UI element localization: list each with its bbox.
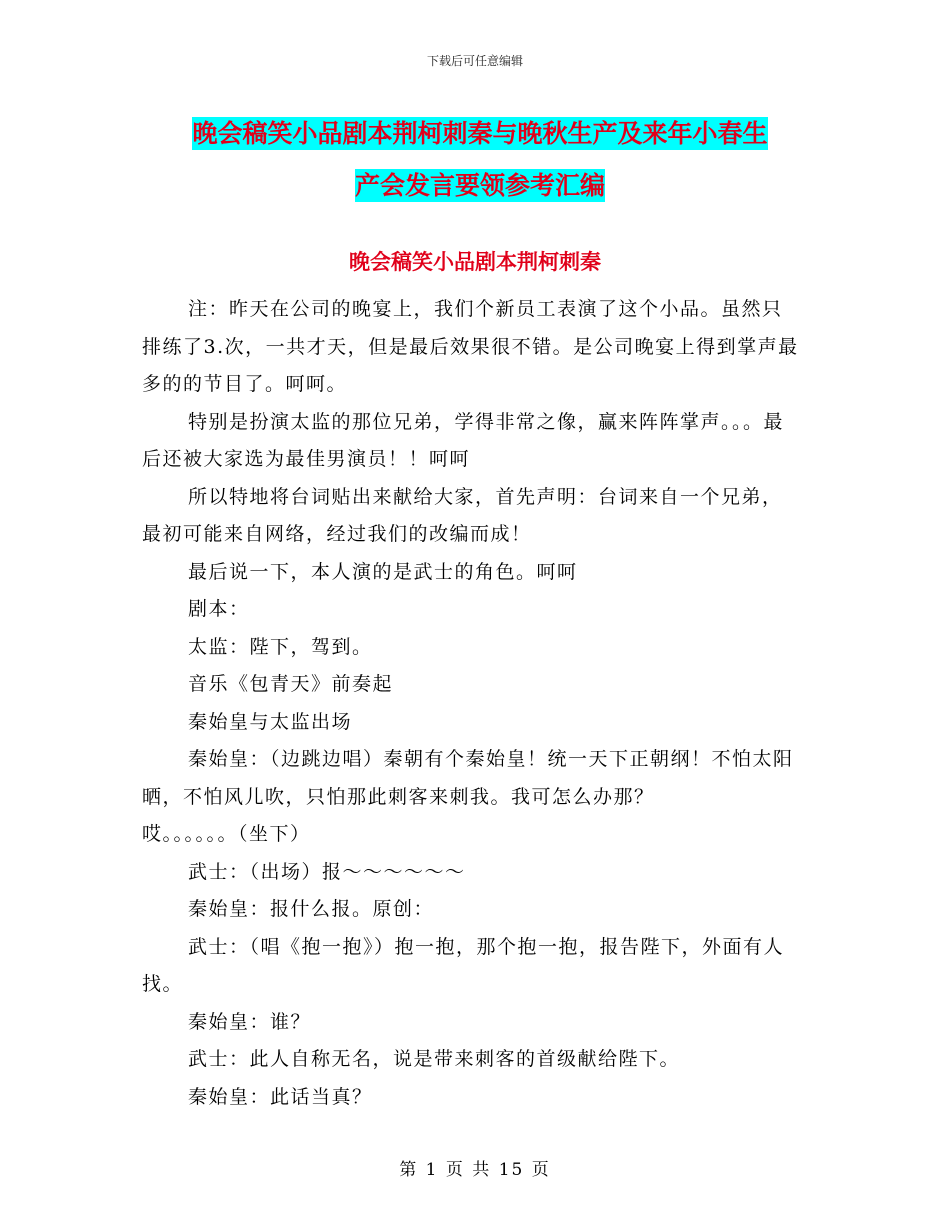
- paragraph: 最后说一下，本人演的是武士的角色。呵呵: [188, 560, 578, 583]
- paragraph: 秦始皇：谁？: [188, 1010, 312, 1033]
- paragraph: 哎。。。。。。（坐下）: [142, 823, 311, 845]
- document-title-line-2: [140, 160, 820, 212]
- document-body: [142, 291, 802, 1116]
- paragraph: 秦始皇与太监出场: [188, 710, 353, 733]
- paragraph: 秦始皇：（边跳边唱）秦朝有个秦始皇！统一天下正朝纲！不怕太阳晒，不怕风儿吹，只怕那此刺客来刺我。我可怎么办那？: [142, 748, 794, 808]
- paragraph: 秦始皇：此话当真？: [188, 1085, 373, 1108]
- document-title-line-1: [140, 108, 820, 160]
- document-title: [140, 108, 820, 212]
- page-header: 下载后可任意编辑: [426, 54, 523, 68]
- page-footer: 第 1 页 共 15 页: [399, 1160, 551, 1180]
- paragraph: 武士：（出场）报～～～～～～: [188, 860, 466, 883]
- paragraph: 太监：陛下，驾到。: [188, 635, 373, 658]
- title-highlight-1: 晚会稿笑小品剧本荆柯刺秦与晚秋生产及来年小春生: [192, 119, 768, 148]
- paragraph: 音乐《包青天》前奏起: [188, 673, 394, 695]
- title-highlight-2: 产会发言要领参考汇编: [354, 171, 605, 200]
- paragraph: 所以特地将台词贴出来献给大家，首先声明：台词来自一个兄弟，最初可能来自网络，经过我们的改编而成！: [142, 485, 783, 545]
- paragraph: 武士：此人自称无名，说是带来刺客的首级献给陛下。: [188, 1048, 681, 1070]
- paragraph: 秦始皇：报什么报。原创：: [188, 898, 435, 920]
- paragraph: 剧本：: [188, 598, 250, 620]
- paragraph: 特别是扮演太监的那位兄弟，学得非常之像，赢来阵阵掌声。。。最后还被大家选为最佳男演员！！呵呵: [142, 410, 785, 470]
- paragraph: 注：昨天在公司的晚宴上，我们个新员工表演了这个小品。虽然只排练了3.次，一共才天，但是最后效果很不错。是公司晚宴上得到掌声最多的的节目了。呵呵。: [142, 298, 799, 395]
- paragraph: 武士：（唱《抱一抱》）抱一抱，那个抱一抱，报告陛下，外面有人找。: [142, 935, 785, 995]
- section-title: 晚会稿笑小品剧本荆柯刺秦: [349, 249, 601, 274]
